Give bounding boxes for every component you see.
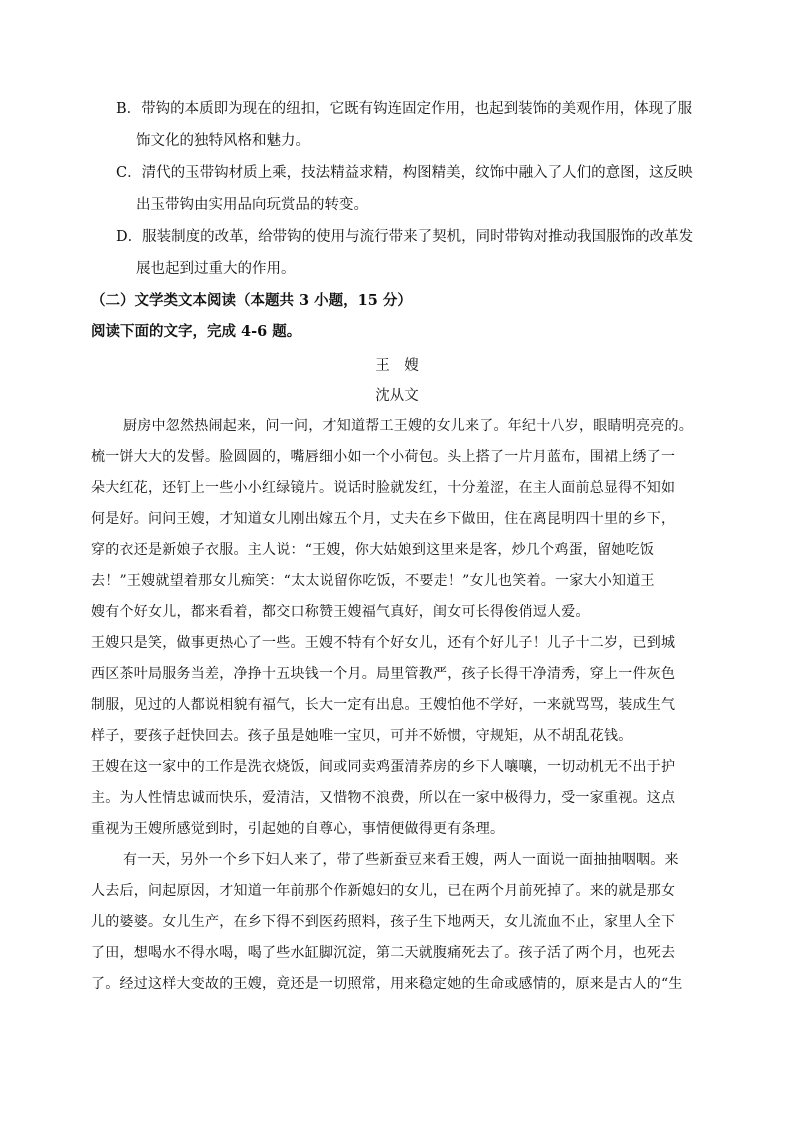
article-line: 穿的衣还是新娘子衣服。主人说：“王嫂，你大姑娘到这里来是客，炒几个鸡蛋，留她吃饭 bbox=[91, 542, 655, 558]
option-c-line-2: 出玉带钩由实用品向玩赏品的转变。 bbox=[136, 197, 368, 213]
article-line: 去！”王嫂就望着那女儿痴笑：“太太说留你吃饭，不要走！”女儿也笑着。一家大小知道王 bbox=[91, 573, 655, 589]
article-line: 西区茶叶局服务当差，净挣十五块钱一个月。局里管教严，孩子长得干净清秀，穿上一件灰色 bbox=[91, 666, 676, 682]
article-line: 嫂有个好女儿，都来看着，都交口称赞王嫂福气真好，闺女可长得俊俏逗人爱。 bbox=[91, 604, 590, 620]
article-line: 人去后，问起原因，才知道一年前那个作新媳妇的女儿，已在两个月前死掉了。来的就是那女 bbox=[91, 883, 676, 899]
article-line: 样子，要孩子赶快回去。孩子虽是她唯一宝贝，可并不娇惯，守规矩，从不胡乱花钱。 bbox=[91, 728, 633, 744]
section-instruction: 阅读下面的文字，完成 4-6 题。 bbox=[91, 323, 302, 340]
article-line: 厨房中忽然热闹起来，问一问，才知道帮工王嫂的女儿来了。年纪十八岁，眼睛明亮亮的。 bbox=[123, 418, 693, 434]
article-line: 制服，见过的人都说相貌有福气，长大一定有出息。王嫂怕他不学好，一来就骂骂，装成生气 bbox=[91, 697, 676, 713]
article-line: 王嫂只是笑，做事更热心了一些。王嫂不特有个好女儿，还有个好儿子！儿子十二岁，已到城 bbox=[91, 635, 676, 651]
option-c-line-1: C．清代的玉带钩材质上乘，技法精益求精，构图精美，纹饰中融入了人们的意图，这反映 bbox=[116, 165, 693, 181]
article-line: 了田，想喝水不得水喝，喝了些水缸脚沉淀，第二天就腹痛死去了。孩子活了两个月，也死去 bbox=[91, 945, 676, 961]
article-line: 重视为王嫂所感觉到时，引起她的自尊心，事情便做得更有条理。 bbox=[91, 821, 505, 837]
option-b-line-2: 饰文化的独特风格和魅力。 bbox=[136, 133, 310, 149]
article-line: 何是好。问问王嫂，才知道女儿刚出嫁五个月，丈夫在乡下做田，住在离昆明四十里的乡下， bbox=[91, 511, 676, 527]
article-line: 主。为人性情忠诚而快乐，爱清洁，又惜物不浪费，所以在一家中极得力，受一家重视。这点 bbox=[91, 790, 676, 806]
article-line: 儿的婆婆。女儿生产，在乡下得不到医药照料，孩子生下地两天，女儿流血不止，家里人全下 bbox=[91, 914, 676, 930]
option-d-line-1: D．服装制度的改革，给带钩的使用与流行带来了契机，同时带钩对推动我国服饰的改革发 bbox=[116, 229, 694, 245]
article-author: 沈从文 bbox=[375, 388, 419, 404]
article-line: 王嫂在这一家中的工作是洗衣烧饭，间或同卖鸡蛋清荞房的乡下人嚷嚷，一切动机无不出于护 bbox=[91, 759, 676, 775]
article-line: 梳一饼大大的发髻。脸圆圆的，嘴唇细小如一个小荷包。头上搭了一片月蓝布，围裙上绣了一 bbox=[91, 449, 676, 465]
article-title: 王 嫂 bbox=[375, 358, 419, 374]
article-line: 了。经过这样大变故的王嫂，竟还是一切照常，用来稳定她的生命或感情的，原来是古人的“生 bbox=[91, 976, 683, 992]
section-heading: （二）文学类文本阅读（本题共 3 小题，15 分） bbox=[91, 292, 412, 309]
article-line: 朵大红花，还钉上一些小小红绿镜片。说话时脸就发红，十分羞涩，在主人面前总显得不知如 bbox=[91, 480, 676, 496]
option-d-line-2: 展也起到过重大的作用。 bbox=[136, 261, 296, 277]
option-b-line-1: B．带钩的本质即为现在的纽扣，它既有钩连固定作用，也起到装饰的美观作用，体现了服 bbox=[116, 101, 693, 117]
article-line: 有一天，另外一个乡下妇人来了，带了些新蚕豆来看王嫂，两人一面说一面抽抽咽咽。来 bbox=[123, 852, 679, 868]
